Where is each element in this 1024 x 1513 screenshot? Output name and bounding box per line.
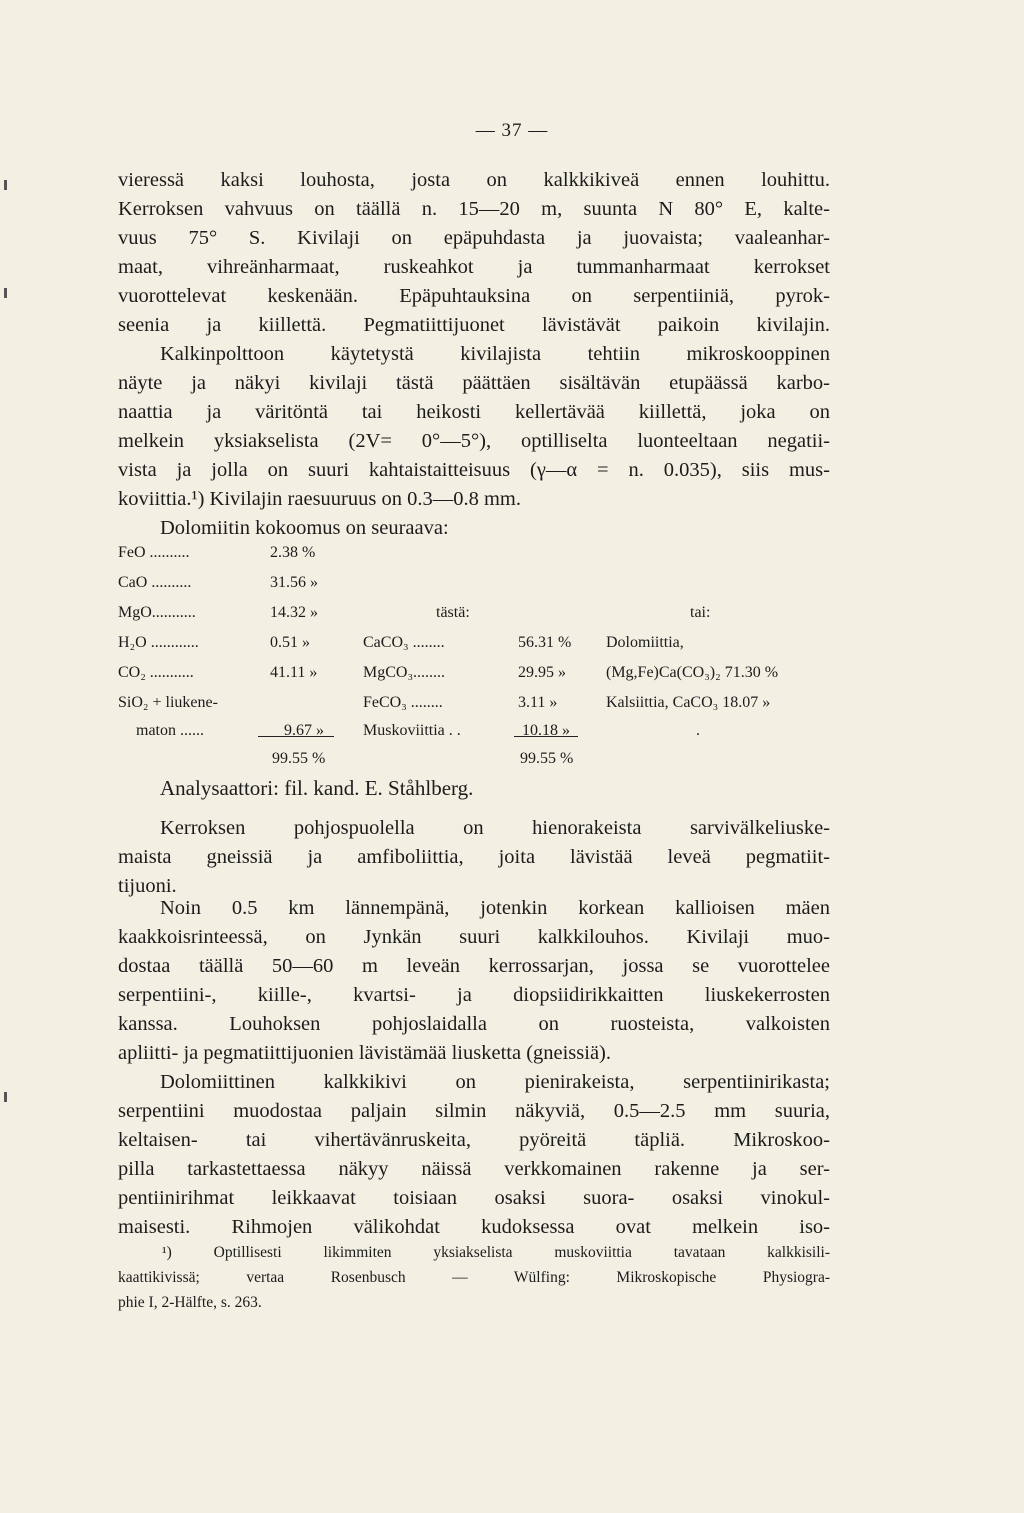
paragraph-2: [118, 340, 830, 543]
text-line: melkein yksiakselista (2V= 0°—5°), optilliselta luonteeltaan negatii-: [118, 430, 830, 452]
text-line: naattia ja väritöntä tai heikosti kellertävää kiillettä, joka on: [118, 401, 830, 423]
oxide-total: 99.55 %: [272, 750, 326, 767]
text-line: serpentiini-, kiille-, kvartsi- ja diopsiidirikkaitten liuskekerrosten: [118, 984, 830, 1006]
text-line: maat, vihreänharmaat, ruskeahkot ja tummanharmaat kerrokset: [118, 256, 830, 278]
oxide-name: CO₂ ...........: [118, 664, 194, 681]
text-line: dostaa täällä 50—60 m leveän kerrossarjan, jossa se vuorottelee: [118, 955, 830, 977]
table-total-row: [118, 746, 848, 772]
table-row: [118, 630, 848, 656]
text-line: Analysaattori: fil. kand. E. Ståhlberg.: [160, 776, 474, 800]
carbonate-value: 56.31 %: [518, 634, 572, 651]
text-line: vuorottelevat keskenään. Epäpuhtauksina on serpentiiniä, pyrok-: [118, 285, 830, 307]
oxide-name: FeO ..........: [118, 544, 190, 561]
text-line: Dolomiitin kokoomus on seuraava:: [160, 517, 449, 539]
text-line: pentiinirihmat leikkaavat toisiaan osaksi suora- osaksi vinokul-: [118, 1187, 830, 1209]
footnote-line: ¹) Optillisesti likimmiten yksiakselista muskoviittia tavataan kalkkisili-: [162, 1244, 830, 1261]
margin-mark: [4, 180, 7, 190]
oxide-value: 2.38 %: [270, 544, 316, 561]
carbonate-alt: .: [696, 722, 700, 739]
analyst-line: [118, 774, 830, 803]
text-line: tijuoni.: [118, 875, 177, 897]
text-line: Noin 0.5 km lännempänä, jotenkin korkean kallioisen mäen: [160, 897, 830, 919]
text-line: Dolomiittinen kalkkikivi on pienirakeista, serpentiinirikasta;: [160, 1071, 830, 1093]
text-line: Kerroksen vahvuus on täällä n. 15—20 m, suunta N 80° E, kalte-: [118, 198, 830, 220]
oxide-value: 41.11 »: [270, 664, 318, 681]
text-line: koviittia.¹) Kivilajin raesuuruus on 0.3—0.8 mm.: [118, 488, 522, 510]
oxide-value: 0.51 »: [270, 634, 310, 651]
footnote-line: phie I, 2-Hälfte, s. 263.: [118, 1294, 262, 1311]
sum-rule: [258, 736, 334, 737]
oxide-name: MgO...........: [118, 604, 196, 621]
text-line: Kerroksen pohjospuolella on hienorakeista sarvivälkeliuske-: [160, 817, 830, 839]
carbonate-name: Muskoviittia . .: [363, 722, 461, 739]
text-line: apliitti- ja pegmatiittijuonien lävistämää liusketta (gneissiä).: [118, 1042, 612, 1064]
text-line: vista ja jolla on suuri kahtaistaitteisuus (γ—α = n. 0.035), siis mus-: [118, 459, 830, 481]
oxide-value: 14.32 »: [270, 604, 318, 621]
paragraph-1: [118, 166, 830, 340]
margin-mark: [4, 1092, 7, 1102]
text-line: keltaisen- tai vihertävänruskeita, pyöreitä täpliä. Mikroskoo-: [118, 1129, 830, 1151]
text-line: pilla tarkastettaessa näkyy näissä verkkomainen rakenne ja ser-: [118, 1158, 830, 1180]
text-line: kanssa. Louhoksen pohjoslaidalla on ruosteista, valkoisten: [118, 1013, 830, 1035]
header-tai: tai:: [690, 604, 711, 621]
oxide-name: H₂O ............: [118, 634, 199, 651]
paragraph-5: [118, 1068, 830, 1242]
carbonate-value: 10.18 »: [522, 722, 570, 739]
text-line: kaakkoisrinteessä, on Jynkän suuri kalkkilouhos. Kivilaji muo-: [118, 926, 830, 948]
text-line: maisesti. Rihmojen välikohdat kudoksessa ovat melkein iso-: [118, 1216, 830, 1238]
carbonate-name: MgCO₃........: [363, 664, 446, 681]
carbonate-value: 3.11 »: [518, 694, 558, 711]
table-row: [118, 660, 848, 686]
text-line: vieressä kaksi louhosta, josta on kalkkikiveä ennen louhittu.: [118, 169, 830, 191]
oxide-value: 9.67 »: [284, 722, 324, 739]
carbonate-total: 99.55 %: [520, 750, 574, 767]
carbonate-alt: Dolomiittia,: [606, 634, 684, 651]
footnote: [118, 1240, 830, 1315]
margin-mark: [4, 288, 7, 298]
oxide-name: SiO₂ + liukene-: [118, 694, 218, 711]
paragraph-4: [118, 894, 830, 1068]
oxide-value: 31.56 »: [270, 574, 318, 591]
table-row: [118, 600, 848, 626]
sum-rule: [514, 736, 578, 737]
paragraph-3: [118, 814, 830, 901]
table-row: [118, 570, 848, 596]
carbonate-alt: (Mg,Fe)Ca(CO₃)₂ 71.30 %: [606, 664, 779, 681]
table-row: [118, 540, 848, 566]
page-number: — 37 —: [475, 120, 549, 141]
table-row: [118, 718, 848, 744]
oxide-name: CaO ..........: [118, 574, 192, 591]
oxide-name: maton ......: [136, 722, 204, 739]
text-line: maista gneissiä ja amfiboliittia, joita lävistää leveä pegmatiit-: [118, 846, 830, 868]
table-row: [118, 690, 848, 716]
text-line: seenia ja kiillettä. Pegmatiittijuonet lävistävät paikoin kivilajin.: [118, 314, 830, 336]
carbonate-value: 29.95 »: [518, 664, 566, 681]
footnote-line: kaattikivissä; vertaa Rosenbusch — Wülfing: Mikroskopische Physiogra-: [118, 1269, 830, 1286]
text-line: vuus 75° S. Kivilaji on epäpuhdasta ja juovaista; vaaleanhar-: [118, 227, 830, 249]
text-line: näyte ja näkyi kivilaji tästä päättäen sisältävän etupäässä karbo-: [118, 372, 830, 394]
text-line: serpentiini muodostaa paljain silmin näkyviä, 0.5—2.5 mm suuria,: [118, 1100, 830, 1122]
header-tasta: tästä:: [436, 604, 470, 621]
text-line: Kalkinpolttoon käytetystä kivilajista tehtiin mikroskooppinen: [160, 343, 830, 365]
carbonate-alt: Kalsiittia, CaCO₃ 18.07 »: [606, 694, 771, 711]
carbonate-name: FeCO₃ ........: [363, 694, 443, 711]
carbonate-name: CaCO₃ ........: [363, 634, 445, 651]
